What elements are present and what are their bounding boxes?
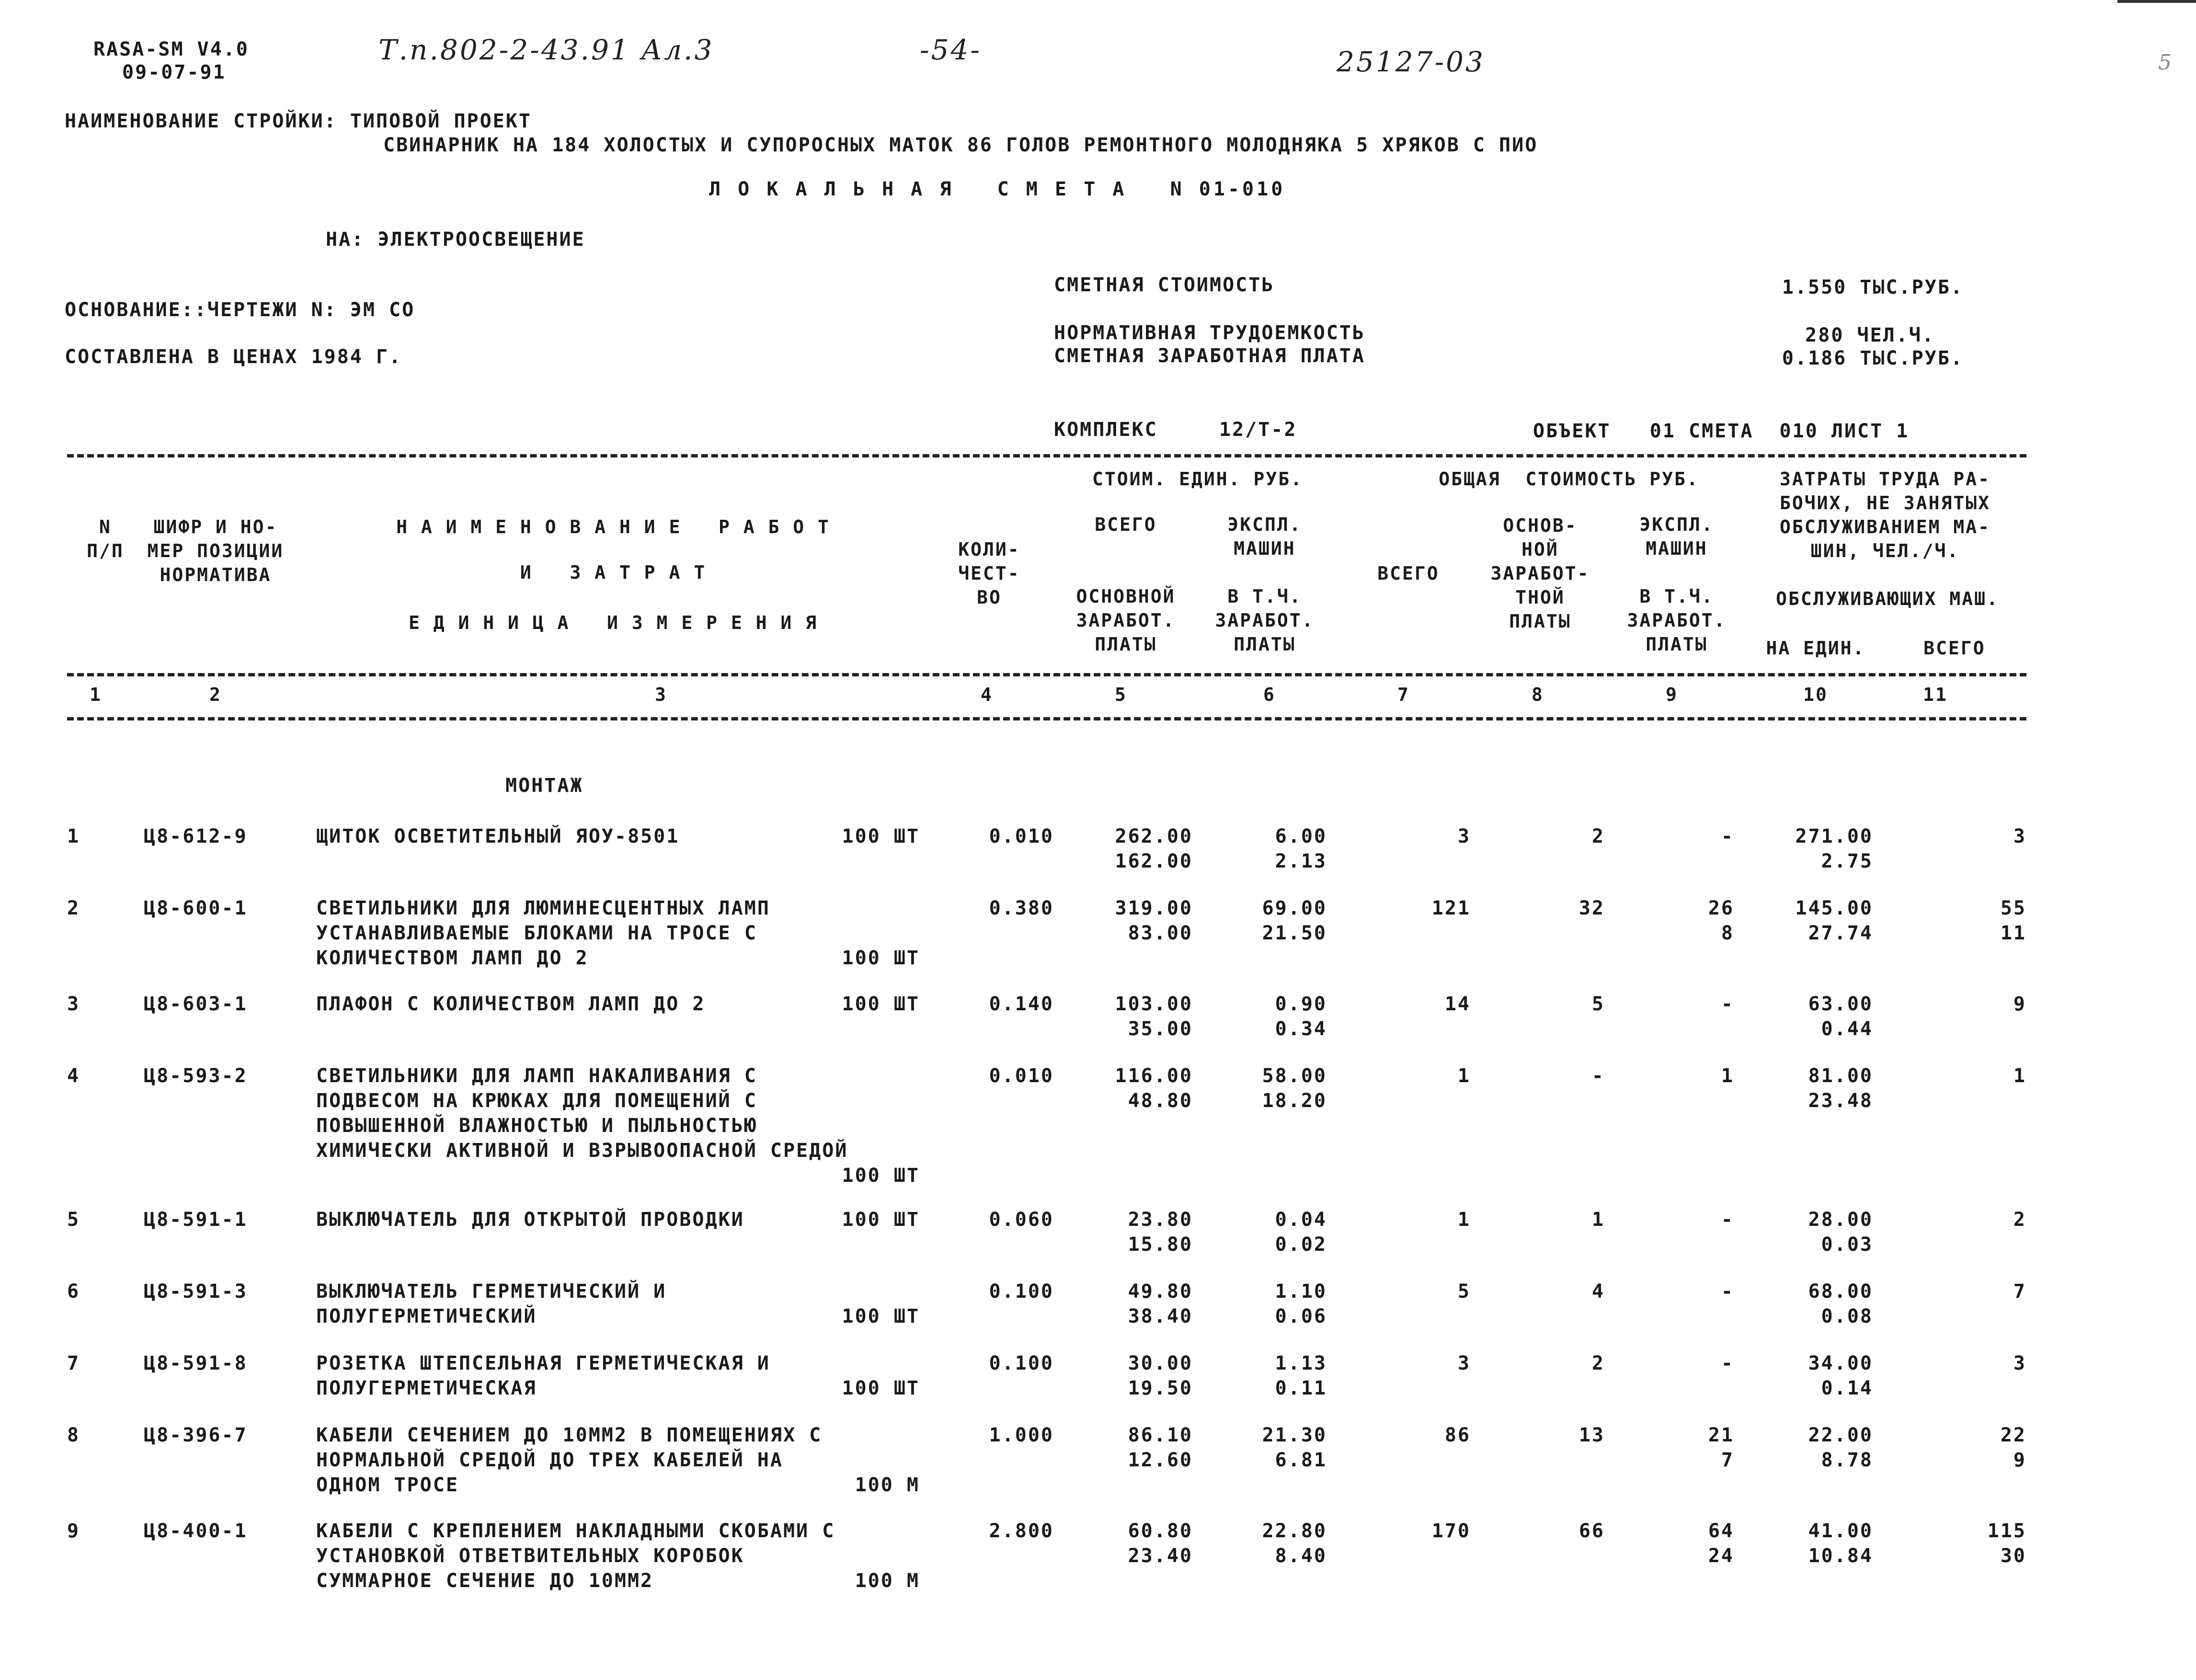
cell-c11: 2	[2013, 1209, 2026, 1231]
col-number: 10	[1803, 684, 1828, 705]
program-version: RASA-SM V4.0	[93, 38, 249, 60]
cell-c9: -	[1721, 825, 1734, 847]
cell-name: ЩИТОК ОСВЕТИТЕЛЬНЫЙ ЯОУ-8501	[316, 825, 680, 847]
labor-label: НОРМАТИВНАЯ ТРУДОЕМКОСТЬ	[1054, 322, 1365, 344]
complex-label: КОМПЛЕКС	[1054, 419, 1158, 441]
handwritten-page-number: -54-	[920, 34, 982, 66]
cell-unit: 100 ШТ	[842, 1377, 920, 1399]
cell-c6: 58.00 18.20	[1262, 1065, 1327, 1112]
cell-c9: -	[1721, 993, 1734, 1015]
cell-c7: 1	[1457, 1065, 1471, 1087]
cell-c8: 32	[1578, 897, 1605, 919]
cell-code: Ц8-593-2	[144, 1065, 248, 1087]
header-labor-machines: ОБСЛУЖИВАЮЩИХ МАШ.	[1776, 588, 1999, 609]
cell-c7: 121	[1431, 897, 1471, 919]
construction-name: СВИНАРНИК НА 184 ХОЛОСТЫХ И СУПОРОСНЫХ МАТОК 86 ГОЛОВ РЕМОНТНОГО МОЛОДНЯКА 5 ХРЯКОВ С ПИО	[383, 134, 1538, 156]
cell-code: Ц8-400-1	[144, 1520, 248, 1542]
construction-label: НАИМЕНОВАНИЕ СТРОЙКИ: ТИПОВОЙ ПРОЕКТ	[65, 110, 532, 132]
cell-c5: 60.80 23.40	[1128, 1520, 1193, 1567]
column-numbers-rule	[67, 717, 2026, 720]
cell-c5: 30.00 19.50	[1128, 1352, 1193, 1399]
col-number: 5	[1115, 684, 1127, 705]
header-col-10: НА ЕДИН.	[1766, 638, 1865, 659]
cell-c5: 262.00 162.00	[1115, 825, 1193, 872]
cell-c7: 1	[1457, 1209, 1471, 1231]
cell-c8: 5	[1591, 993, 1605, 1015]
col-number: 2	[209, 684, 222, 705]
header-rule	[67, 673, 2026, 676]
cell-c11: 3	[2013, 825, 2026, 847]
cell-name: РОЗЕТКА ШТЕПСЕЛЬНАЯ ГЕРМЕТИЧЕСКАЯ И ПОЛУГЕРМЕТИЧЕСКАЯ	[316, 1352, 770, 1399]
cell-c6: 69.00 21.50	[1262, 897, 1327, 944]
cell-code: Ц8-396-7	[144, 1424, 248, 1446]
cell-qty: 0.010	[989, 1065, 1054, 1087]
cell-unit: 100 М	[855, 1474, 920, 1496]
cost-value: 1.550 ТЫС.РУБ.	[1782, 276, 1964, 298]
cell-code: Ц8-603-1	[144, 993, 248, 1015]
cell-unit: 100 ШТ	[842, 1165, 920, 1187]
cell-c11: 9	[2013, 993, 2026, 1015]
cell-c6: 21.30 6.81	[1262, 1424, 1327, 1471]
cell-c7: 14	[1444, 993, 1471, 1015]
cell-c5: 319.00 83.00	[1115, 897, 1193, 944]
cell-qty: 1.000	[989, 1424, 1054, 1446]
cell-unit: 100 ШТ	[842, 825, 920, 847]
wage-label: СМЕТНАЯ ЗАРАБОТНАЯ ПЛАТА	[1054, 345, 1365, 367]
cell-c8: 1	[1591, 1209, 1605, 1231]
cell-c10: 28.00 0.03	[1808, 1209, 1873, 1256]
cell-c5: 49.80 38.40	[1128, 1280, 1193, 1327]
cell-c6: 0.90 0.34	[1275, 993, 1327, 1040]
header-labor: ЗАТРАТЫ ТРУДА РА- БОЧИХ, НЕ ЗАНЯТЫХ ОБСЛУЖИВАНИЕМ МА- ШИН, ЧЕЛ./Ч.	[1780, 469, 1990, 561]
header-col-3-line-3: Е Д И Н И Ц А И З М Е Р Е Н И Я	[409, 612, 818, 633]
cell-n: 7	[67, 1352, 80, 1374]
cell-name: СВЕТИЛЬНИКИ ДЛЯ ЛАМП НАКАЛИВАНИЯ С ПОДВЕСОМ НА КРЮКАХ ДЛЯ ПОМЕЩЕНИЙ С ПОВЫШЕННОЙ ВЛАЖНОСТЬЮ И ПЫЛЬНОСТЬЮ ХИМИЧЕСКИ АКТИВНОЙ И ВЗРЫВООПАСНОЙ СРЕДОЙ	[316, 1065, 848, 1162]
cell-n: 1	[67, 825, 80, 847]
cell-c9: 1	[1721, 1065, 1734, 1087]
cell-code: Ц8-591-8	[144, 1352, 248, 1374]
section-title: МОНТАЖ	[505, 775, 583, 797]
header-col-6-machines: ЭКСПЛ. МАШИН	[1227, 514, 1302, 559]
cell-name: ВЫКЛЮЧАТЕЛЬ ГЕРМЕТИЧЕСКИЙ И ПОЛУГЕРМЕТИЧЕСКИЙ	[316, 1280, 667, 1327]
header-col-1: N П/П	[87, 516, 124, 561]
cell-c5: 86.10 12.60	[1128, 1424, 1193, 1471]
cell-c8: 4	[1591, 1280, 1605, 1303]
edge-line	[2117, 0, 2196, 3]
cell-c6: 6.00 2.13	[1275, 825, 1327, 872]
cell-unit: 100 М	[855, 1570, 920, 1592]
cell-qty: 0.140	[989, 993, 1054, 1015]
header-total-cost: ОБЩАЯ СТОИМОСТЬ РУБ.	[1439, 469, 1699, 490]
cell-n: 8	[67, 1424, 80, 1446]
cell-qty: 0.100	[989, 1352, 1054, 1374]
header-unit-cost: СТОИМ. ЕДИН. РУБ.	[1092, 469, 1303, 490]
header-col-6-wage: В Т.Ч. ЗАРАБОТ. ПЛАТЫ	[1215, 586, 1315, 655]
header-col-3-line-2: И З А Т Р А Т	[520, 562, 707, 583]
cell-c10: 41.00 10.84	[1808, 1520, 1873, 1567]
cell-c8: 66	[1578, 1520, 1605, 1542]
cell-n: 2	[67, 897, 80, 919]
cell-c8: -	[1591, 1065, 1605, 1087]
labor-value: 280 ЧЕЛ.Ч.	[1805, 324, 1935, 346]
cell-code: Ц8-600-1	[144, 897, 248, 919]
cell-c7: 86	[1444, 1424, 1471, 1446]
cell-c10: 22.00 8.78	[1808, 1424, 1873, 1471]
header-col-5-total: ВСЕГО	[1095, 514, 1157, 535]
document-title: Л О К А Л Ь Н А Я С М Е Т А N 01-010	[709, 178, 1286, 200]
cell-code: Ц8-591-3	[144, 1280, 248, 1303]
cell-qty: 0.380	[989, 897, 1054, 919]
cell-c11: 3	[2013, 1352, 2026, 1374]
cell-c11: 1	[2013, 1065, 2026, 1087]
table-top-rule	[67, 454, 2026, 457]
cell-c10: 145.00 27.74	[1795, 897, 1873, 944]
col-number: 4	[981, 684, 993, 705]
cell-n: 9	[67, 1520, 80, 1542]
col-number: 11	[1923, 684, 1948, 705]
cell-n: 6	[67, 1280, 80, 1303]
cell-c5: 103.00 35.00	[1115, 993, 1193, 1040]
basis-line: ОСНОВАНИЕ::ЧЕРТЕЖИ N: ЭМ СО	[65, 299, 415, 321]
cell-unit: 100 ШТ	[842, 947, 920, 969]
col-number: 9	[1666, 684, 1678, 705]
cell-c6: 0.04 0.02	[1275, 1209, 1327, 1256]
col-number: 1	[90, 684, 102, 705]
cell-qty: 0.010	[989, 825, 1054, 847]
complex-value: 12/Т-2	[1219, 419, 1297, 441]
cell-n: 4	[67, 1065, 80, 1087]
cell-qty: 0.100	[989, 1280, 1054, 1303]
cell-c9: -	[1721, 1352, 1734, 1374]
cell-c11: 7	[2013, 1280, 2026, 1303]
cell-c9: 26 8	[1708, 897, 1734, 944]
cell-unit: 100 ШТ	[842, 1305, 920, 1327]
header-col-11: ВСЕГО	[1923, 638, 1986, 659]
wage-value: 0.186 ТЫС.РУБ.	[1782, 347, 1964, 369]
cell-name: КАБЕЛИ С КРЕПЛЕНИЕМ НАКЛАДНЫМИ СКОБАМИ С УСТАНОВКОЙ ОТВЕТВИТЕЛЬНЫХ КОРОБОК СУММАРНОЕ СЕЧЕНИЕ ДО 10ММ2	[316, 1520, 835, 1592]
cell-code: Ц8-591-1	[144, 1209, 248, 1231]
cell-c8: 13	[1578, 1424, 1605, 1446]
cell-n: 5	[67, 1209, 80, 1231]
program-date: 09-07-91	[122, 61, 226, 83]
cell-name: ПЛАФОН С КОЛИЧЕСТВОМ ЛАМП ДО 2	[316, 993, 706, 1015]
header-col-4: КОЛИ- ЧЕСТ- ВО	[958, 539, 1020, 608]
cell-qty: 2.800	[989, 1520, 1054, 1542]
header-col-7: ВСЕГО	[1377, 563, 1440, 584]
cell-c9: -	[1721, 1209, 1734, 1231]
cell-c11: 22 9	[2000, 1424, 2026, 1471]
cell-c8: 2	[1591, 825, 1605, 847]
cost-label: СМЕТНАЯ СТОИМОСТЬ	[1054, 274, 1275, 296]
cell-name: СВЕТИЛЬНИКИ ДЛЯ ЛЮМИНЕСЦЕНТНЫХ ЛАМП УСТАНАВЛИВАЕМЫЕ БЛОКАМИ НА ТРОСЕ С КОЛИЧЕСТВОМ ЛАМП ДО 2	[316, 897, 770, 969]
corner-mark: 5	[2158, 50, 2173, 75]
header-col-8: ОСНОВ- НОЙ ЗАРАБОТ- ТНОЙ ПЛАТЫ	[1490, 515, 1590, 632]
col-number: 6	[1263, 684, 1276, 705]
cell-c7: 3	[1457, 825, 1471, 847]
header-col-5-wage: ОСНОВНОЙ ЗАРАБОТ. ПЛАТЫ	[1076, 586, 1176, 655]
cell-c10: 68.00 0.08	[1808, 1280, 1873, 1327]
cell-c9: -	[1721, 1280, 1734, 1303]
cell-c10: 81.00 23.48	[1808, 1065, 1873, 1112]
cell-name: КАБЕЛИ СЕЧЕНИЕМ ДО 10ММ2 В ПОМЕЩЕНИЯХ С НОРМАЛЬНОЙ СРЕДОЙ ДО ТРЕХ КАБЕЛЕЙ НА ОДНОМ ТРОСЕ	[316, 1424, 823, 1496]
cell-c7: 3	[1457, 1352, 1471, 1374]
cell-c5: 23.80 15.80	[1128, 1209, 1193, 1256]
handwritten-project-code: Т.п.802-2-43.91 Ал.3	[378, 34, 714, 66]
cell-c6: 22.80 8.40	[1262, 1520, 1327, 1567]
cell-c10: 63.00 0.44	[1808, 993, 1873, 1040]
prices-year: СОСТАВЛЕНА В ЦЕНАХ 1984 Г.	[65, 346, 402, 368]
cell-n: 3	[67, 993, 80, 1015]
cell-qty: 0.060	[989, 1209, 1054, 1231]
cell-unit: 100 ШТ	[842, 1209, 920, 1231]
cell-c11: 55 11	[2000, 897, 2026, 944]
header-col-9-wage: В Т.Ч. ЗАРАБОТ. ПЛАТЫ	[1627, 586, 1727, 655]
estimate-subject: НА: ЭЛЕКТРООСВЕЩЕНИЕ	[326, 229, 585, 251]
handwritten-doc-number: 25127-03	[1337, 46, 1485, 78]
object-sheet-info: ОБЪЕКТ 01 СМЕТА 010 ЛИСТ 1	[1533, 420, 1910, 442]
col-number: 7	[1397, 684, 1410, 705]
cell-c9: 64 24	[1708, 1520, 1734, 1567]
cell-c11: 115 30	[1987, 1520, 2026, 1567]
cell-c7: 5	[1457, 1280, 1471, 1303]
cell-c9: 21 7	[1708, 1424, 1734, 1471]
col-number: 3	[655, 684, 667, 705]
header-col-3-line-1: Н А И М Е Н О В А Н И Е Р А Б О Т	[396, 516, 830, 537]
cell-c5: 116.00 48.80	[1115, 1065, 1193, 1112]
cell-c10: 271.00 2.75	[1795, 825, 1873, 872]
cell-c6: 1.13 0.11	[1275, 1352, 1327, 1399]
cell-c8: 2	[1591, 1352, 1605, 1374]
cell-c7: 170	[1431, 1520, 1471, 1542]
header-col-2: ШИФР И НО- МЕР ПОЗИЦИИ НОРМАТИВА	[147, 516, 284, 585]
cell-c6: 1.10 0.06	[1275, 1280, 1327, 1327]
header-col-9-machines: ЭКСПЛ. МАШИН	[1639, 514, 1714, 559]
cell-code: Ц8-612-9	[144, 825, 248, 847]
col-number: 8	[1532, 684, 1544, 705]
cell-name: ВЫКЛЮЧАТЕЛЬ ДЛЯ ОТКРЫТОЙ ПРОВОДКИ	[316, 1209, 744, 1231]
cell-c10: 34.00 0.14	[1808, 1352, 1873, 1399]
cell-unit: 100 ШТ	[842, 993, 920, 1015]
